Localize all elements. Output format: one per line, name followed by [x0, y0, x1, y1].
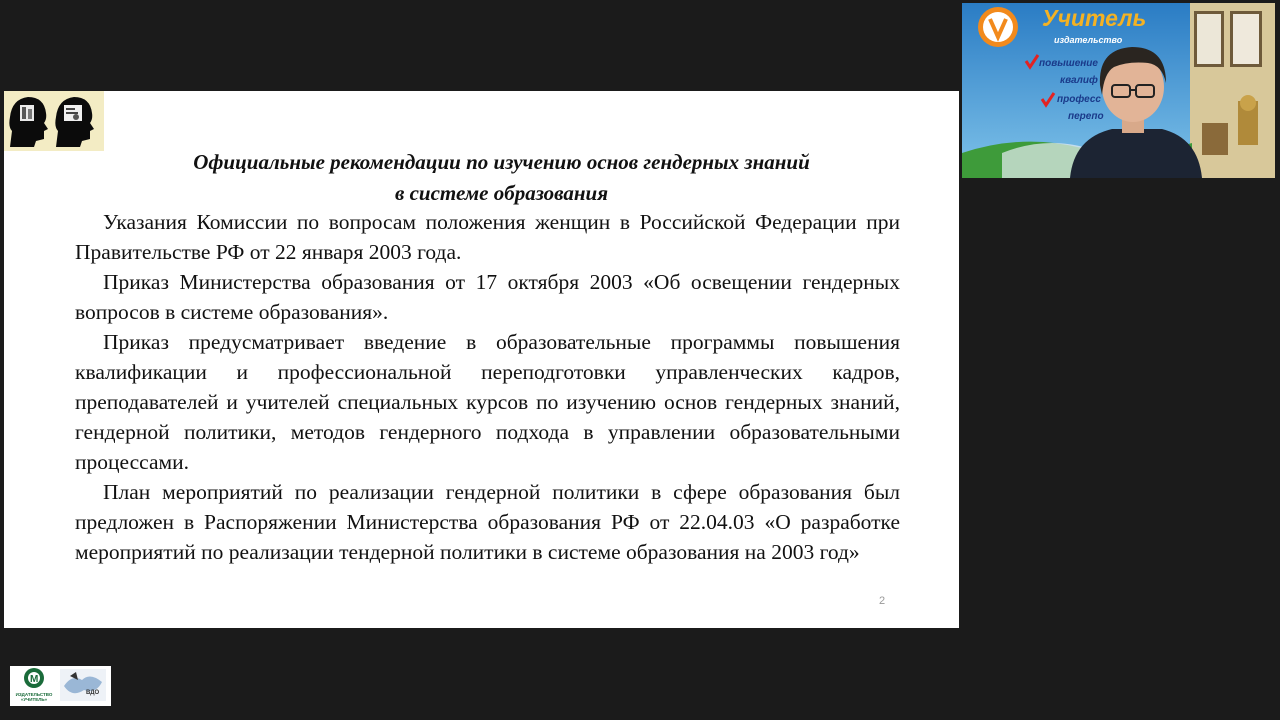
banner-item-2b: перепо: [1068, 111, 1104, 122]
banner-subtitle: издательство: [1054, 35, 1123, 45]
two-heads-icon: [4, 91, 104, 151]
slide-paragraph: Приказ Министерства образования от 17 октября 2003 «Об освещении гендерных вопросов в системе образования».: [75, 270, 900, 324]
slide-logo: [4, 91, 104, 151]
slide-paragraph: План мероприятий по реализации гендерной политики в сфере образования был предложен в Распоряжении Министерства образования РФ от 22.04.03 «О разработке мероприятий по реализации тендерной политики в системе образования на 2003 год»: [75, 480, 900, 564]
slide-page-number: 2: [879, 595, 886, 607]
webcam-feed: [962, 3, 1275, 178]
svg-text:M: M: [30, 674, 39, 685]
slide-paragraph: Приказ предусматривает введение в образовательные программы повышения квалификации и профессиональной переподготовки управленческих кадров, преподавателей и учителей специальных курсов по изучению основ гендерных знаний, гендерной политики, методов гендерного подхода в управлении образовательными процессами.: [75, 330, 900, 474]
banner-item-1: повышение: [1039, 58, 1098, 69]
publisher-caption-line1: ИЗДАТЕЛЬСТВО: [15, 692, 53, 697]
publisher-caption-line2: «УЧИТЕЛЬ»: [20, 697, 48, 702]
slide-paragraph: Указания Комиссии по вопросам положения женщин в Российской Федерации при Правительстве РФ от 22 января 2003 года.: [75, 210, 900, 264]
presentation-slide: [4, 91, 959, 628]
publisher-caption: [11, 692, 57, 702]
slide-title: [74, 147, 929, 209]
banner-item-1b: квалиф: [1060, 75, 1098, 86]
publisher-abbr: ВДО: [86, 690, 100, 696]
slide-title-line2: в системе образования: [394, 181, 609, 205]
banner-item-2: професс: [1057, 94, 1101, 105]
slide-body: [75, 207, 900, 567]
publisher-logo: [10, 666, 111, 706]
slide-title-line1: Официальные рекомендации по изучению основ гендерных знаний: [193, 150, 810, 174]
banner-title: Учитель: [1042, 5, 1147, 31]
